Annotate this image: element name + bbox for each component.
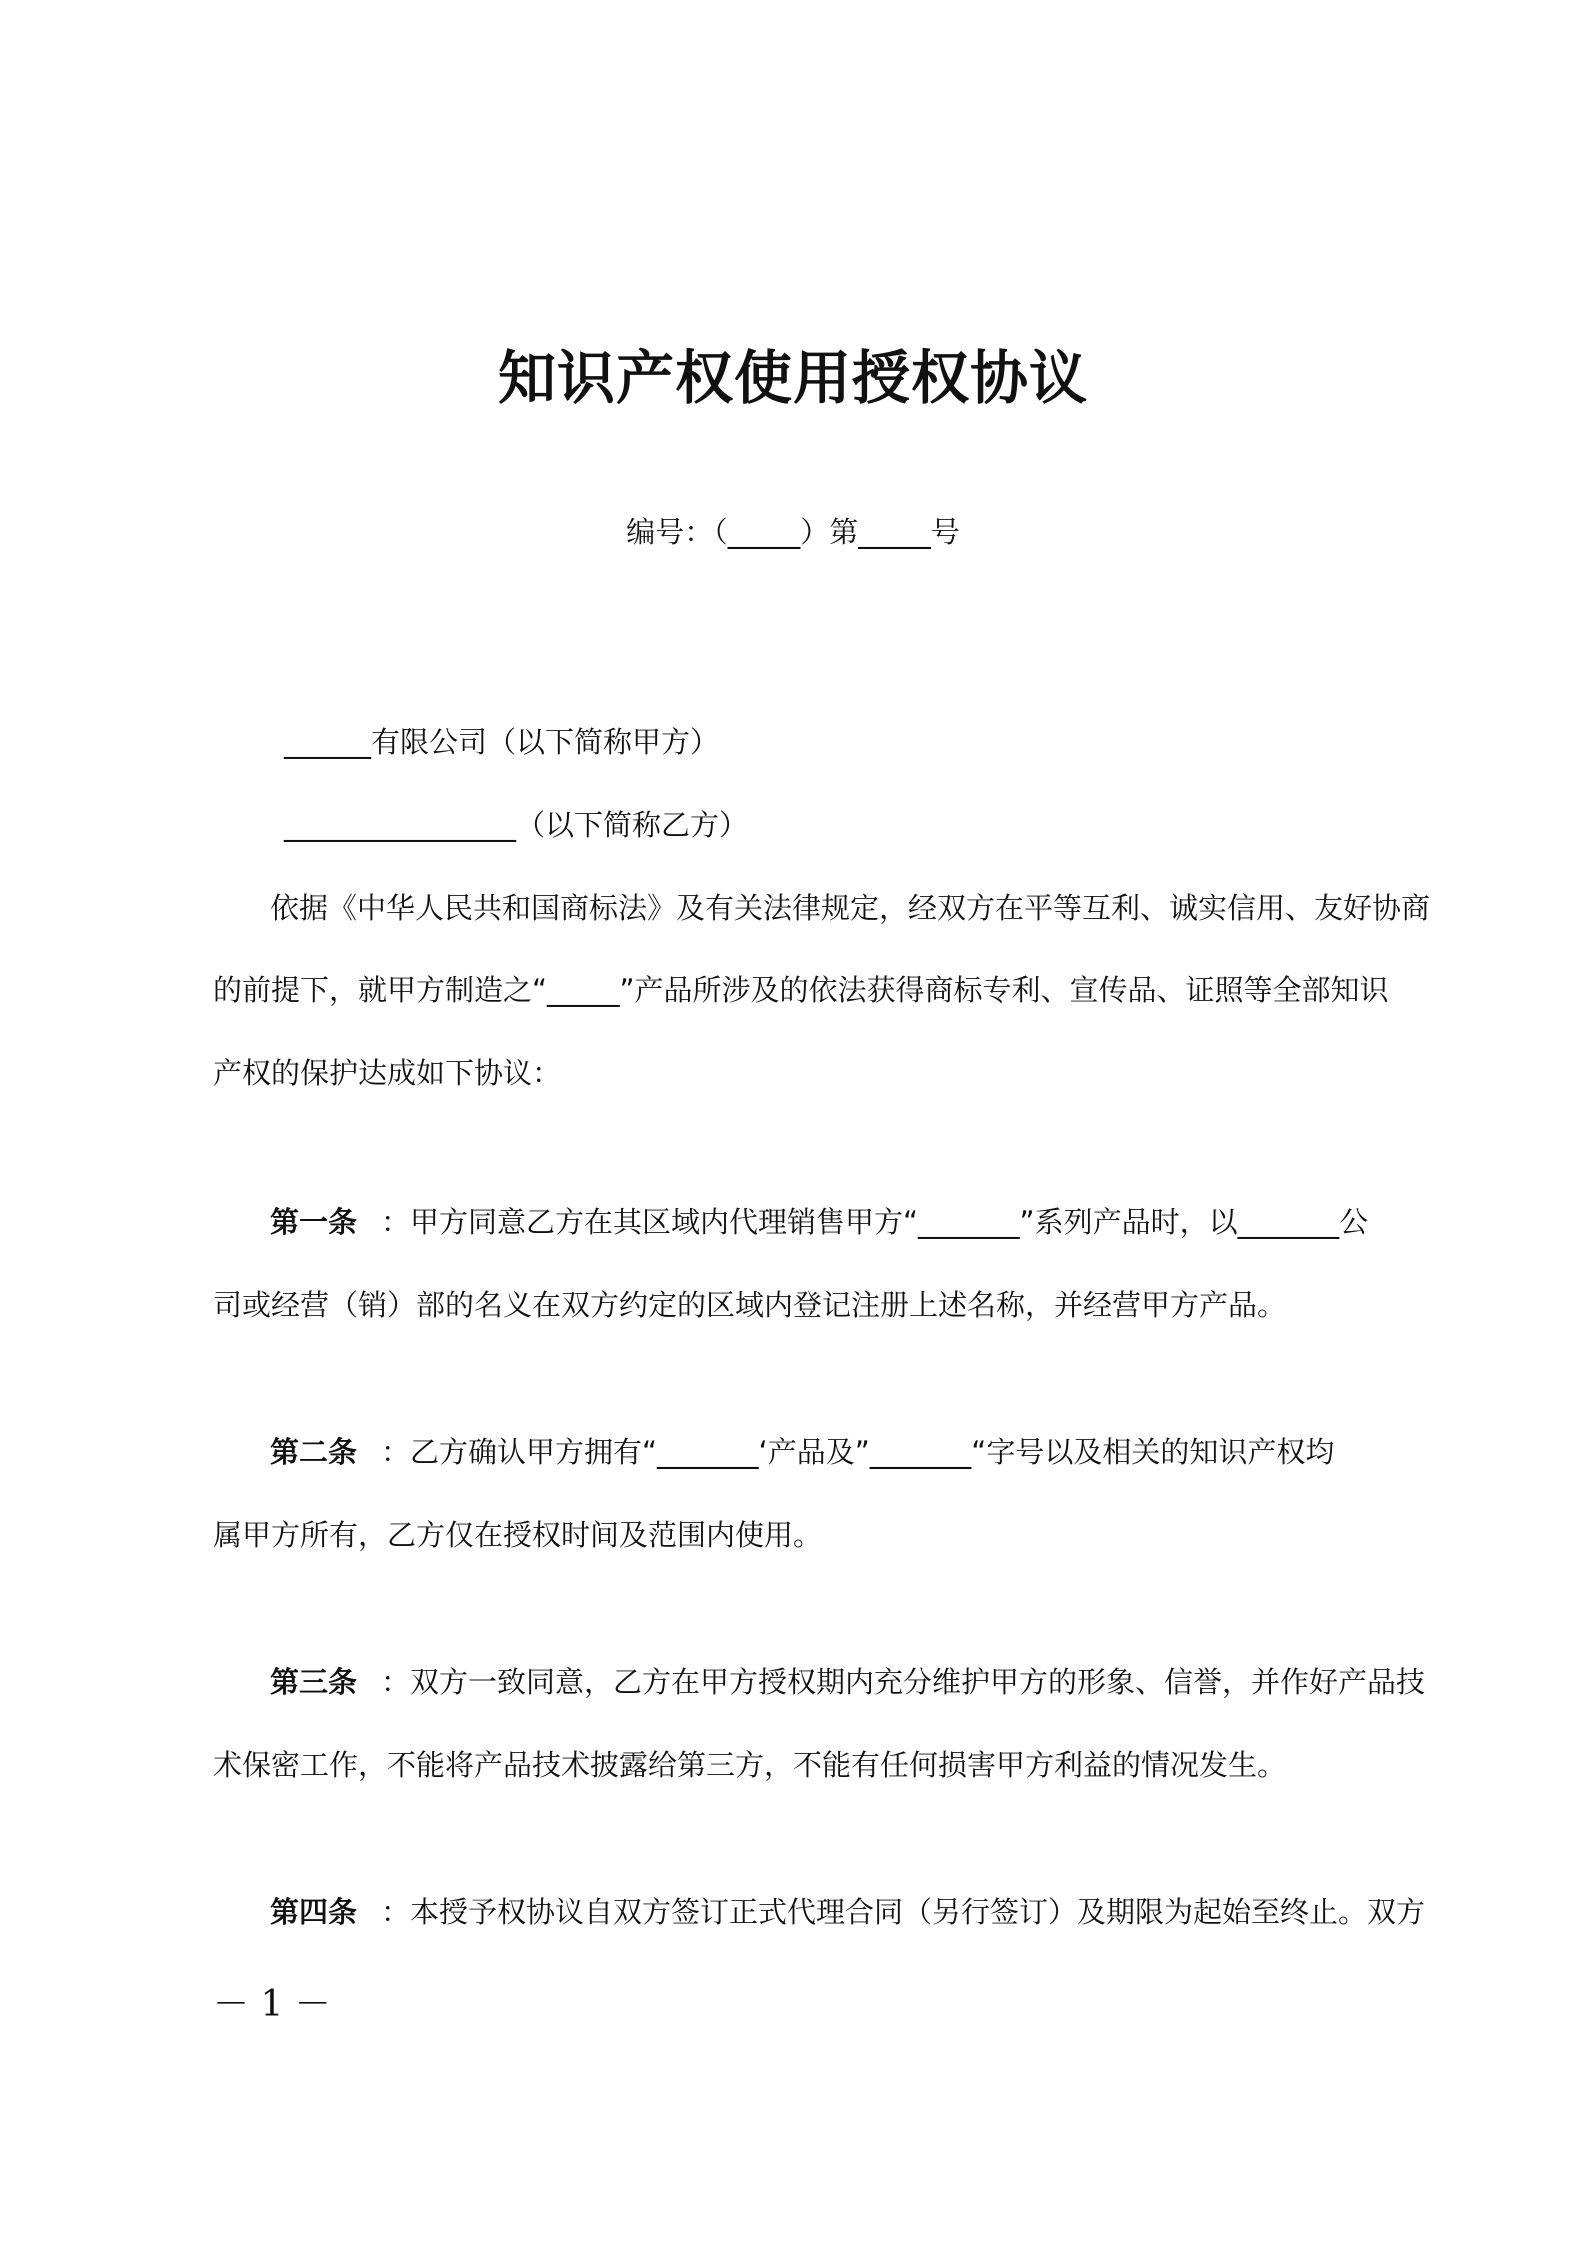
article-3-first-line bbox=[270, 1660, 1425, 1704]
article-1-text-2: 司或经营（销）部的名义在双方约定的区域内登记注册上述名称，并经营甲方产品。 bbox=[213, 1288, 1287, 1322]
preamble-line-1: 依据《中华人民共和国商标法》及有关法律规定，经双方在平等互利、诚实信用、友好协商 bbox=[270, 891, 1431, 925]
article-4-label: 第四条 bbox=[270, 1895, 358, 1929]
article-1-separator: ： bbox=[381, 1205, 411, 1239]
party-b-line: ________________（以下简称乙方） bbox=[284, 808, 749, 842]
article-3-separator: ： bbox=[381, 1665, 411, 1699]
article-2-text-1: 乙方确认甲方拥有“_______‘产品及”_______“字号以及相关的知识产权均 bbox=[410, 1435, 1335, 1469]
document-title: 知识产权使用授权协议 bbox=[497, 344, 1088, 412]
article-4-separator: ： bbox=[381, 1895, 411, 1929]
article-4-text-1: 本授予权协议自双方签订正式代理合同（另行签订）及期限为起始至终止。双方 bbox=[410, 1895, 1426, 1929]
preamble-line-3: 产权的保护达成如下协议： bbox=[213, 1056, 562, 1090]
page-number: － 1 － bbox=[213, 1984, 331, 2025]
article-2-text-2: 属甲方所有，乙方仅在授权时间及范围内使用。 bbox=[213, 1518, 823, 1552]
article-2-label: 第二条 bbox=[270, 1435, 358, 1469]
article-2-first-line bbox=[270, 1430, 1334, 1474]
article-1-text-1: 甲方同意乙方在其区域内代理销售甲方“_______”系列产品时，以_______公 bbox=[410, 1205, 1369, 1239]
article-1-first-line bbox=[270, 1200, 1368, 1244]
article-1-label: 第一条 bbox=[270, 1205, 358, 1239]
article-3-label: 第三条 bbox=[270, 1665, 358, 1699]
article-3-text-2: 术保密工作，不能将产品技术披露给第三方，不能有任何损害甲方利益的情况发生。 bbox=[213, 1748, 1287, 1782]
document-number-line: 编号：（_____）第_____号 bbox=[626, 515, 960, 549]
article-2-separator: ： bbox=[381, 1435, 411, 1469]
article-4-first-line bbox=[270, 1890, 1425, 1934]
preamble-line-2: 的前提下，就甲方制造之“_____”产品所涉及的依法获得商标专利、宣传品、证照等全部知识 bbox=[213, 973, 1389, 1007]
article-3-text-1: 双方一致同意，乙方在甲方授权期内充分维护甲方的形象、信誉，并作好产品技 bbox=[410, 1665, 1426, 1699]
party-a-line: ______有限公司（以下简称甲方） bbox=[284, 725, 720, 759]
